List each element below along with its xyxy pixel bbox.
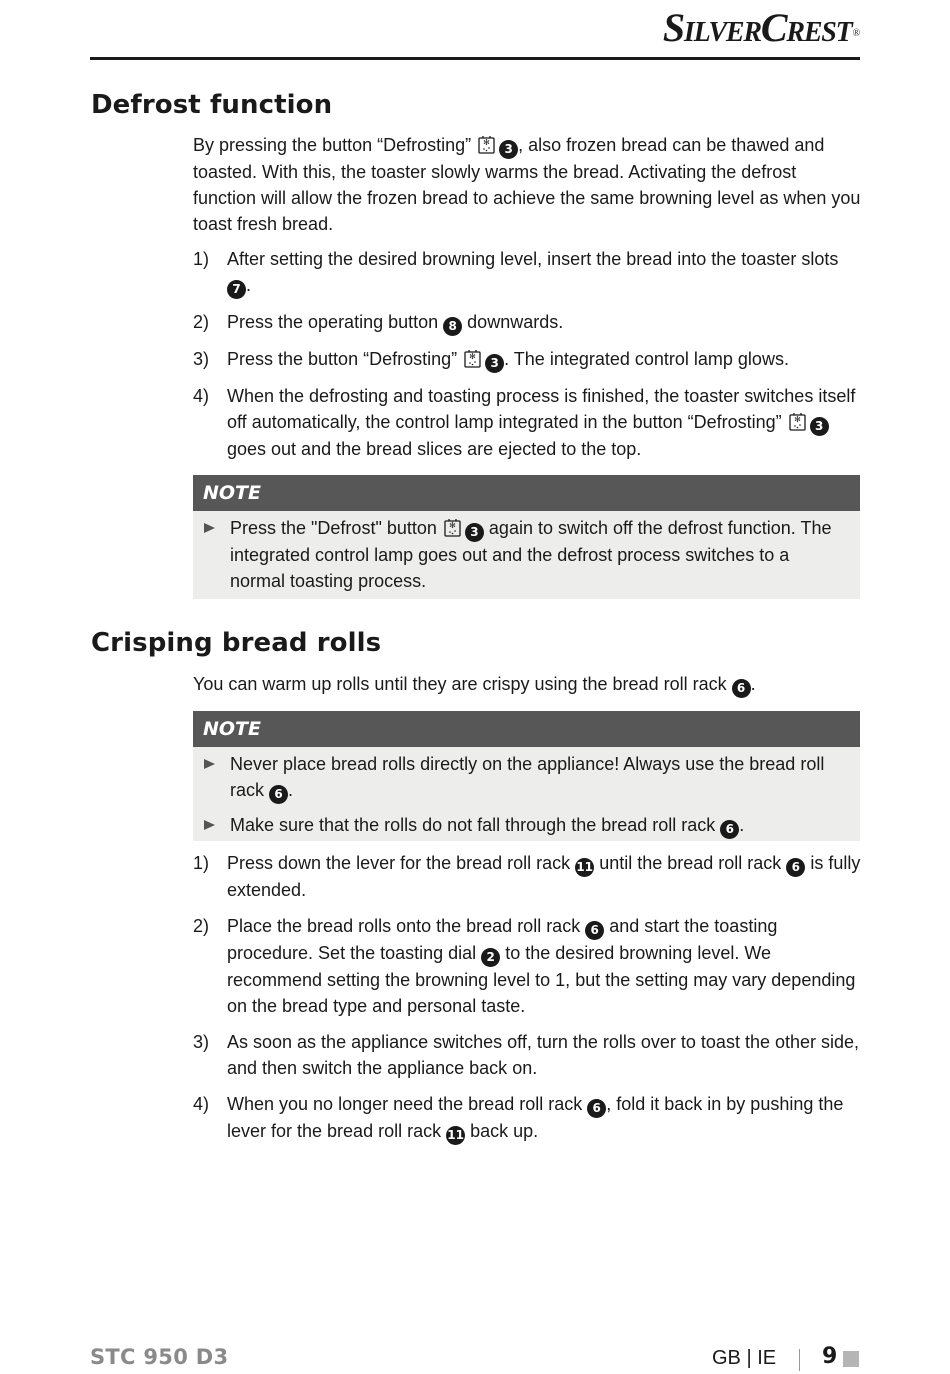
crisping-step-3: 3) As soon as the appliance switches off, turn the rolls over to toast the other side, and then switch the appliance back on. [193, 1032, 860, 1078]
defrost-icon [478, 135, 495, 154]
marker-6-icon: 6 [269, 785, 288, 804]
marker-6-icon: 6 [720, 820, 739, 839]
marker-11-icon: 11 [575, 858, 594, 877]
footer-language: GB | IE [712, 1347, 777, 1369]
marker-2-icon: 2 [481, 948, 500, 967]
crisping-steps [193, 850, 861, 1155]
note-item: Make sure that the rolls do not fall through the bread roll rack 6 . [193, 812, 860, 839]
marker-3-icon: 3 [499, 140, 518, 159]
note-item: Never place bread rolls directly on the appliance! Always use the bread roll rack 6 . [193, 751, 860, 804]
crisping-step-4: 4) When you no longer need the bread roll rack 6 , fold it back in by pushing the lever for the bread roll rack 11 back up. [193, 1091, 861, 1145]
note-item: Press the "Defrost" button ✻ 3 again to switch off the defrost function. The integrated control lamp goes out and the defrost process switches to a normal toasting process. [193, 515, 860, 594]
svg-text:✻: ✻ [469, 352, 476, 361]
marker-3-icon: 3 [810, 417, 829, 436]
defrost-heading: Defrost function [91, 90, 333, 120]
defrost-steps [193, 246, 861, 472]
marker-7-icon: 7 [227, 280, 246, 299]
footer-model: STC 950 D3 [90, 1345, 229, 1369]
page-marker-square [843, 1351, 859, 1367]
svg-text:✻: ✻ [449, 521, 456, 530]
defrost-step-2: 2) Press the operating button 8 downwards. [193, 309, 861, 336]
note-title: NOTE [193, 711, 860, 747]
footer-separator [799, 1349, 800, 1371]
defrost-icon [789, 412, 806, 431]
crisping-intro: You can warm up rolls until they are crispy using the bread roll rack 6 . [193, 671, 861, 698]
crisping-step-2: 2) Place the bread rolls onto the bread roll rack 6 and start the toasting procedure. Set the toasting dial 2 to the desired browning level. We recommend setting the browning level to 1, but the setting may vary depending on the bread type and personal taste. [193, 916, 856, 1016]
arrow-bullet-icon [204, 820, 215, 830]
crisping-step-1: 1) Press down the lever for the bread roll rack 11 until the bread roll rack 6 is fully extended. [193, 853, 861, 900]
defrost-step-4: 4) When the defrosting and toasting process is finished, the toaster switches itself off automatically, the control lamp integrated in the button “Defrosting” ✻ 3 goes out and the bread slices are ejected to the top. [193, 386, 856, 459]
defrost-step-3: 3) Press the button “Defrosting” ✻ 3 . The integrated control lamp glows. [193, 346, 861, 373]
header-rule [90, 57, 860, 60]
note-title: NOTE [193, 475, 860, 511]
svg-text:✻: ✻ [793, 415, 801, 424]
marker-11-icon: 11 [446, 1126, 465, 1145]
marker-8-icon: 8 [443, 317, 462, 336]
marker-3-icon: 3 [465, 523, 484, 542]
defrost-icon [464, 349, 481, 368]
defrost-note [193, 475, 860, 599]
crisping-note [193, 711, 860, 841]
defrost-step-1: 1) After setting the desired browning level, insert the bread into the toaster slots 7 . [193, 246, 861, 299]
arrow-bullet-icon [204, 759, 215, 769]
defrost-intro: By pressing the button “Defrosting” ✻ 3 , also frozen bread can be thawed and toasted. With this, the toaster slowly warms the bread. Activating the defrost function will allow the frozen bread to achieve the same browning level as when you toast fresh bread. [193, 135, 861, 234]
crisping-heading: Crisping bread rolls [91, 628, 382, 658]
marker-6-icon: 6 [786, 858, 805, 877]
marker-6-icon: 6 [587, 1099, 606, 1118]
brand-logo: SilverCrest® [662, 5, 859, 50]
defrost-icon [444, 518, 461, 537]
marker-6-icon: 6 [732, 679, 751, 698]
marker-6-icon: 6 [585, 921, 604, 940]
marker-3-icon: 3 [485, 354, 504, 373]
page-number: 9 [822, 1344, 838, 1369]
arrow-bullet-icon [204, 523, 215, 533]
svg-text:✻: ✻ [483, 138, 491, 147]
